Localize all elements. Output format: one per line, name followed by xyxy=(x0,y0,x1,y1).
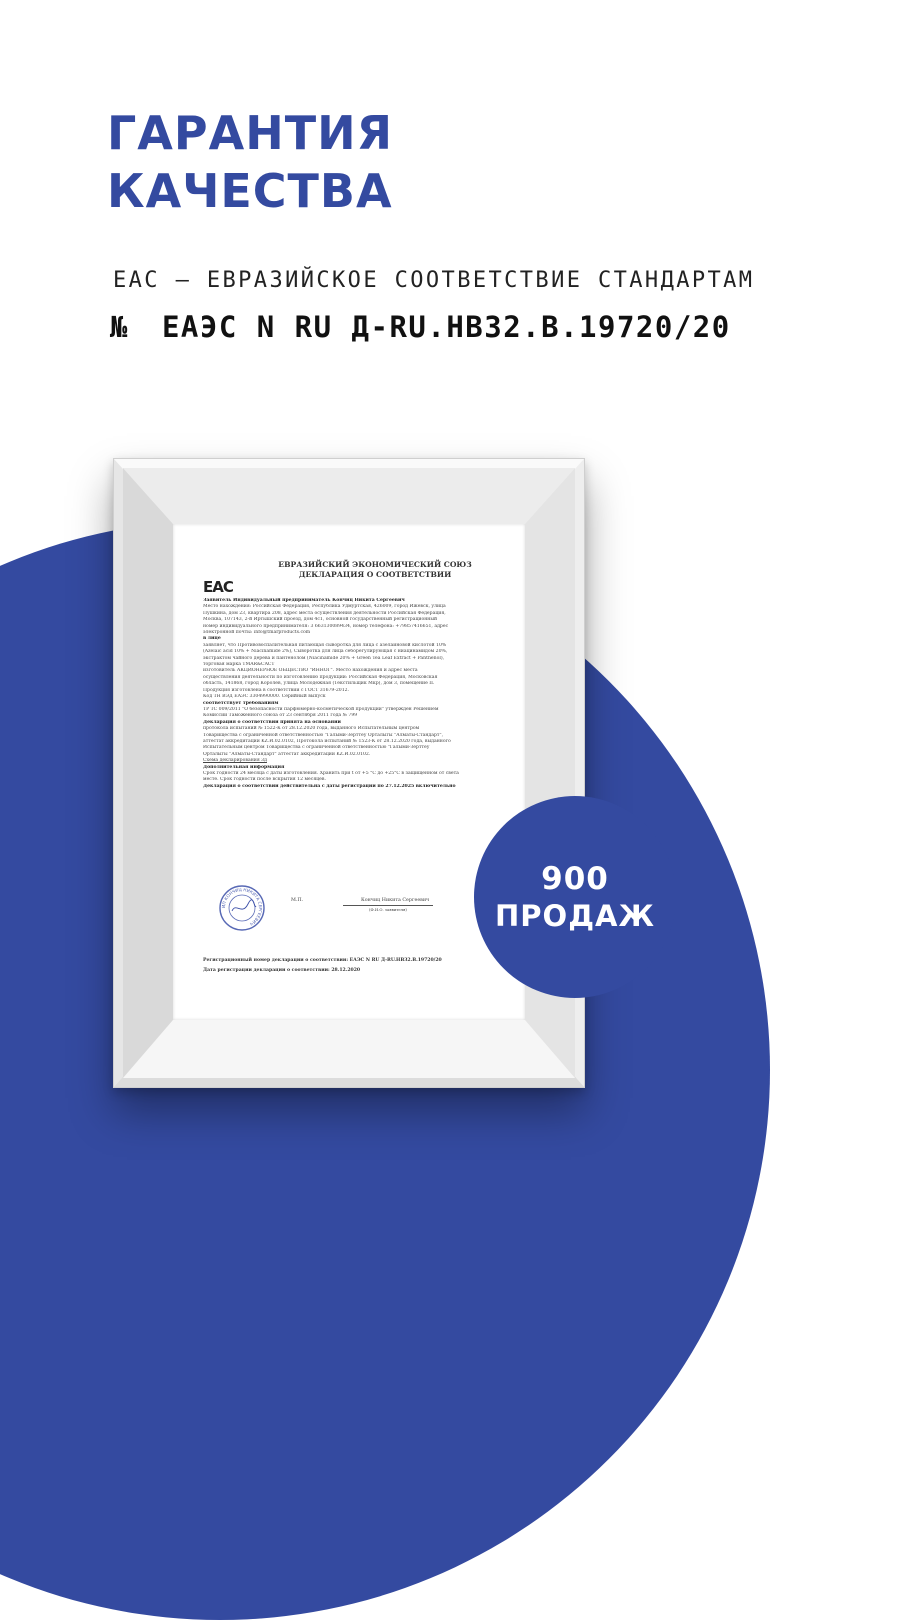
certificate-description: EAC – ЕВРАЗИЙСКОЕ СООТВЕТСТВИЕ СТАНДАРТАМ xyxy=(113,268,755,293)
signer-caption: (Ф.И.О. заявителя) xyxy=(369,907,407,912)
sales-label: ПРОДАЖ xyxy=(495,899,655,933)
registration-number-line: Регистрационный номер декларации о соответствии: ЕАЭС N RU Д-RU.НВ32.В.19720/20 xyxy=(203,958,442,963)
doc-line: Испытательным центром Товарищества с ограниченной ответственностью "Галыми-Зерттеу xyxy=(203,745,430,751)
doc-line: Орталыгы "Алматы-Стандарт" аттестат аккредитации KZ.И.02.0102. xyxy=(203,751,371,757)
certificate-number-value: ЕАЭС N RU Д-RU.НВ32.В.19720/20 xyxy=(161,310,731,344)
signer-name: Кончиц Никита Сергеевич xyxy=(361,898,430,903)
doc-line: Код ТН ВЭД ЕАЭС 3304990000. Серийный выпуск xyxy=(203,694,326,700)
signature-row xyxy=(291,898,451,912)
doc-line: экстрактом чайного дерева и пантенолом (Niacinamide 20% + Green Tea Leaf Extract + Panthenol), xyxy=(203,655,445,661)
doc-line: аттестат аккредитации KZ.И.02.0102, Протокола испытаний № 1523-К от 28.12.2020 года, выданного xyxy=(203,738,451,744)
doc-line: Дополнительная информация xyxy=(203,764,285,770)
doc-line: номер индивидуального предпринимателя: 3 663130089434, номер телефона: +79857416651, адрес xyxy=(203,623,449,629)
doc-line: Продукция изготовлена в соответствии с ГОСТ 31679-2012. xyxy=(203,687,350,693)
doc-line: Декларация о соответствии действительна с даты регистрации по 27.12.2025 включительно xyxy=(203,783,456,789)
seal-stamp-icon xyxy=(218,884,266,932)
number-symbol: № xyxy=(110,310,129,344)
eac-mark: EAC xyxy=(203,578,233,596)
headline-line-1: ГАРАНТИЯ xyxy=(107,106,394,160)
doc-line: Москва, 107143, 2-й Иртышский проезд, дом 4с1, основной государственный регистрационный xyxy=(203,617,438,623)
document-body xyxy=(203,598,503,790)
doc-line: соответствует требованиям xyxy=(203,700,279,706)
registration-date-line: Дата регистрации декларации о соответствии: 28.12.2020 xyxy=(203,968,361,973)
document-header-line-1: ЕВРАЗИЙСКИЙ ЭКОНОМИЧЕСКИЙ СОЮЗ xyxy=(278,560,472,569)
document-header-line-2: ДЕКЛАРАЦИЯ О СООТВЕТСТВИИ xyxy=(298,570,452,579)
picture-frame xyxy=(113,458,585,1088)
doc-line: электронной почты: info@tmarproducts.com xyxy=(203,630,311,636)
headline xyxy=(107,104,393,220)
doc-line: осуществления деятельности по изготовлению продукции: Российская Федерация, Московская xyxy=(203,674,438,680)
sales-badge xyxy=(474,796,676,998)
certificate-number xyxy=(110,310,731,344)
seal-text: ИП КОНЧИЦ НИКИТА СЕРГЕЕВИЧ xyxy=(220,886,264,927)
doc-line: Место нахождения: Российская Федерация, Республика Удмуртская, 426009, город Ижевск, улица xyxy=(203,604,446,610)
sales-count: 900 xyxy=(541,861,609,897)
doc-line: Схема декларирования 3д xyxy=(203,758,267,764)
doc-line: Пушкина, дом 23, квартира 208, адрес места осуществления деятельности Российская Федерация, xyxy=(203,610,446,616)
doc-line: Комиссии Таможенного союза от 23 сентября 2011 года № 799 xyxy=(203,713,358,719)
doc-line: в лице xyxy=(203,636,221,642)
doc-line: протокола испытаний № 1522-К от 28.12.2020 года, выданного Испытательным центром xyxy=(203,726,420,732)
doc-line: область, 141868, город Королёв, улица Молодежная (Текстильщик Мкр), дом 3, помещение II. xyxy=(203,681,435,687)
doc-line: заявляет, что Противовоспалительная питающая сыворотка для лица с азелаиновой кислотой 10% xyxy=(203,642,447,648)
headline-line-2: КАЧЕСТВА xyxy=(107,164,393,218)
doc-line: Декларация о соответствии принята на основании xyxy=(203,719,341,725)
doc-line: Срок годности 24 месяца с даты изготовления. Хранить при t от +5 °С до +25°С в защищённом от света xyxy=(203,770,459,776)
declaration-document xyxy=(173,524,525,1020)
doc-line: (Azelaic acid 10% + Niacinamide 2%), Сыворотка для лица себорегулирующая с ниацинамидом 20%, xyxy=(203,649,448,655)
doc-line: месте. Срок годности после вскрытия 12 месяцев. xyxy=(203,777,326,783)
document-footer xyxy=(203,956,503,976)
doc-line: торговая марка TMAR&CACT xyxy=(203,662,275,668)
signature-line xyxy=(343,905,433,906)
doc-line: ТР ТС 009/2011 "О безопасности парфюмерно-косметической продукции" утверждён Решением xyxy=(203,706,439,712)
mp-label: М.П. xyxy=(291,898,304,903)
doc-line: Заявитель Индивидуальный предприниматель Кончиц Никита Сергеевич xyxy=(203,598,405,603)
doc-line: изготовитель АКЦИОНЕРНОЕ ОБЩЕСТВО "ИННОГ". Место нахождения и адрес места xyxy=(203,668,418,674)
doc-line: Товарищества с ограниченной ответственностью "Галыми-Зерттеу Орталыгы "Алматы-Стандарт", xyxy=(203,732,444,738)
